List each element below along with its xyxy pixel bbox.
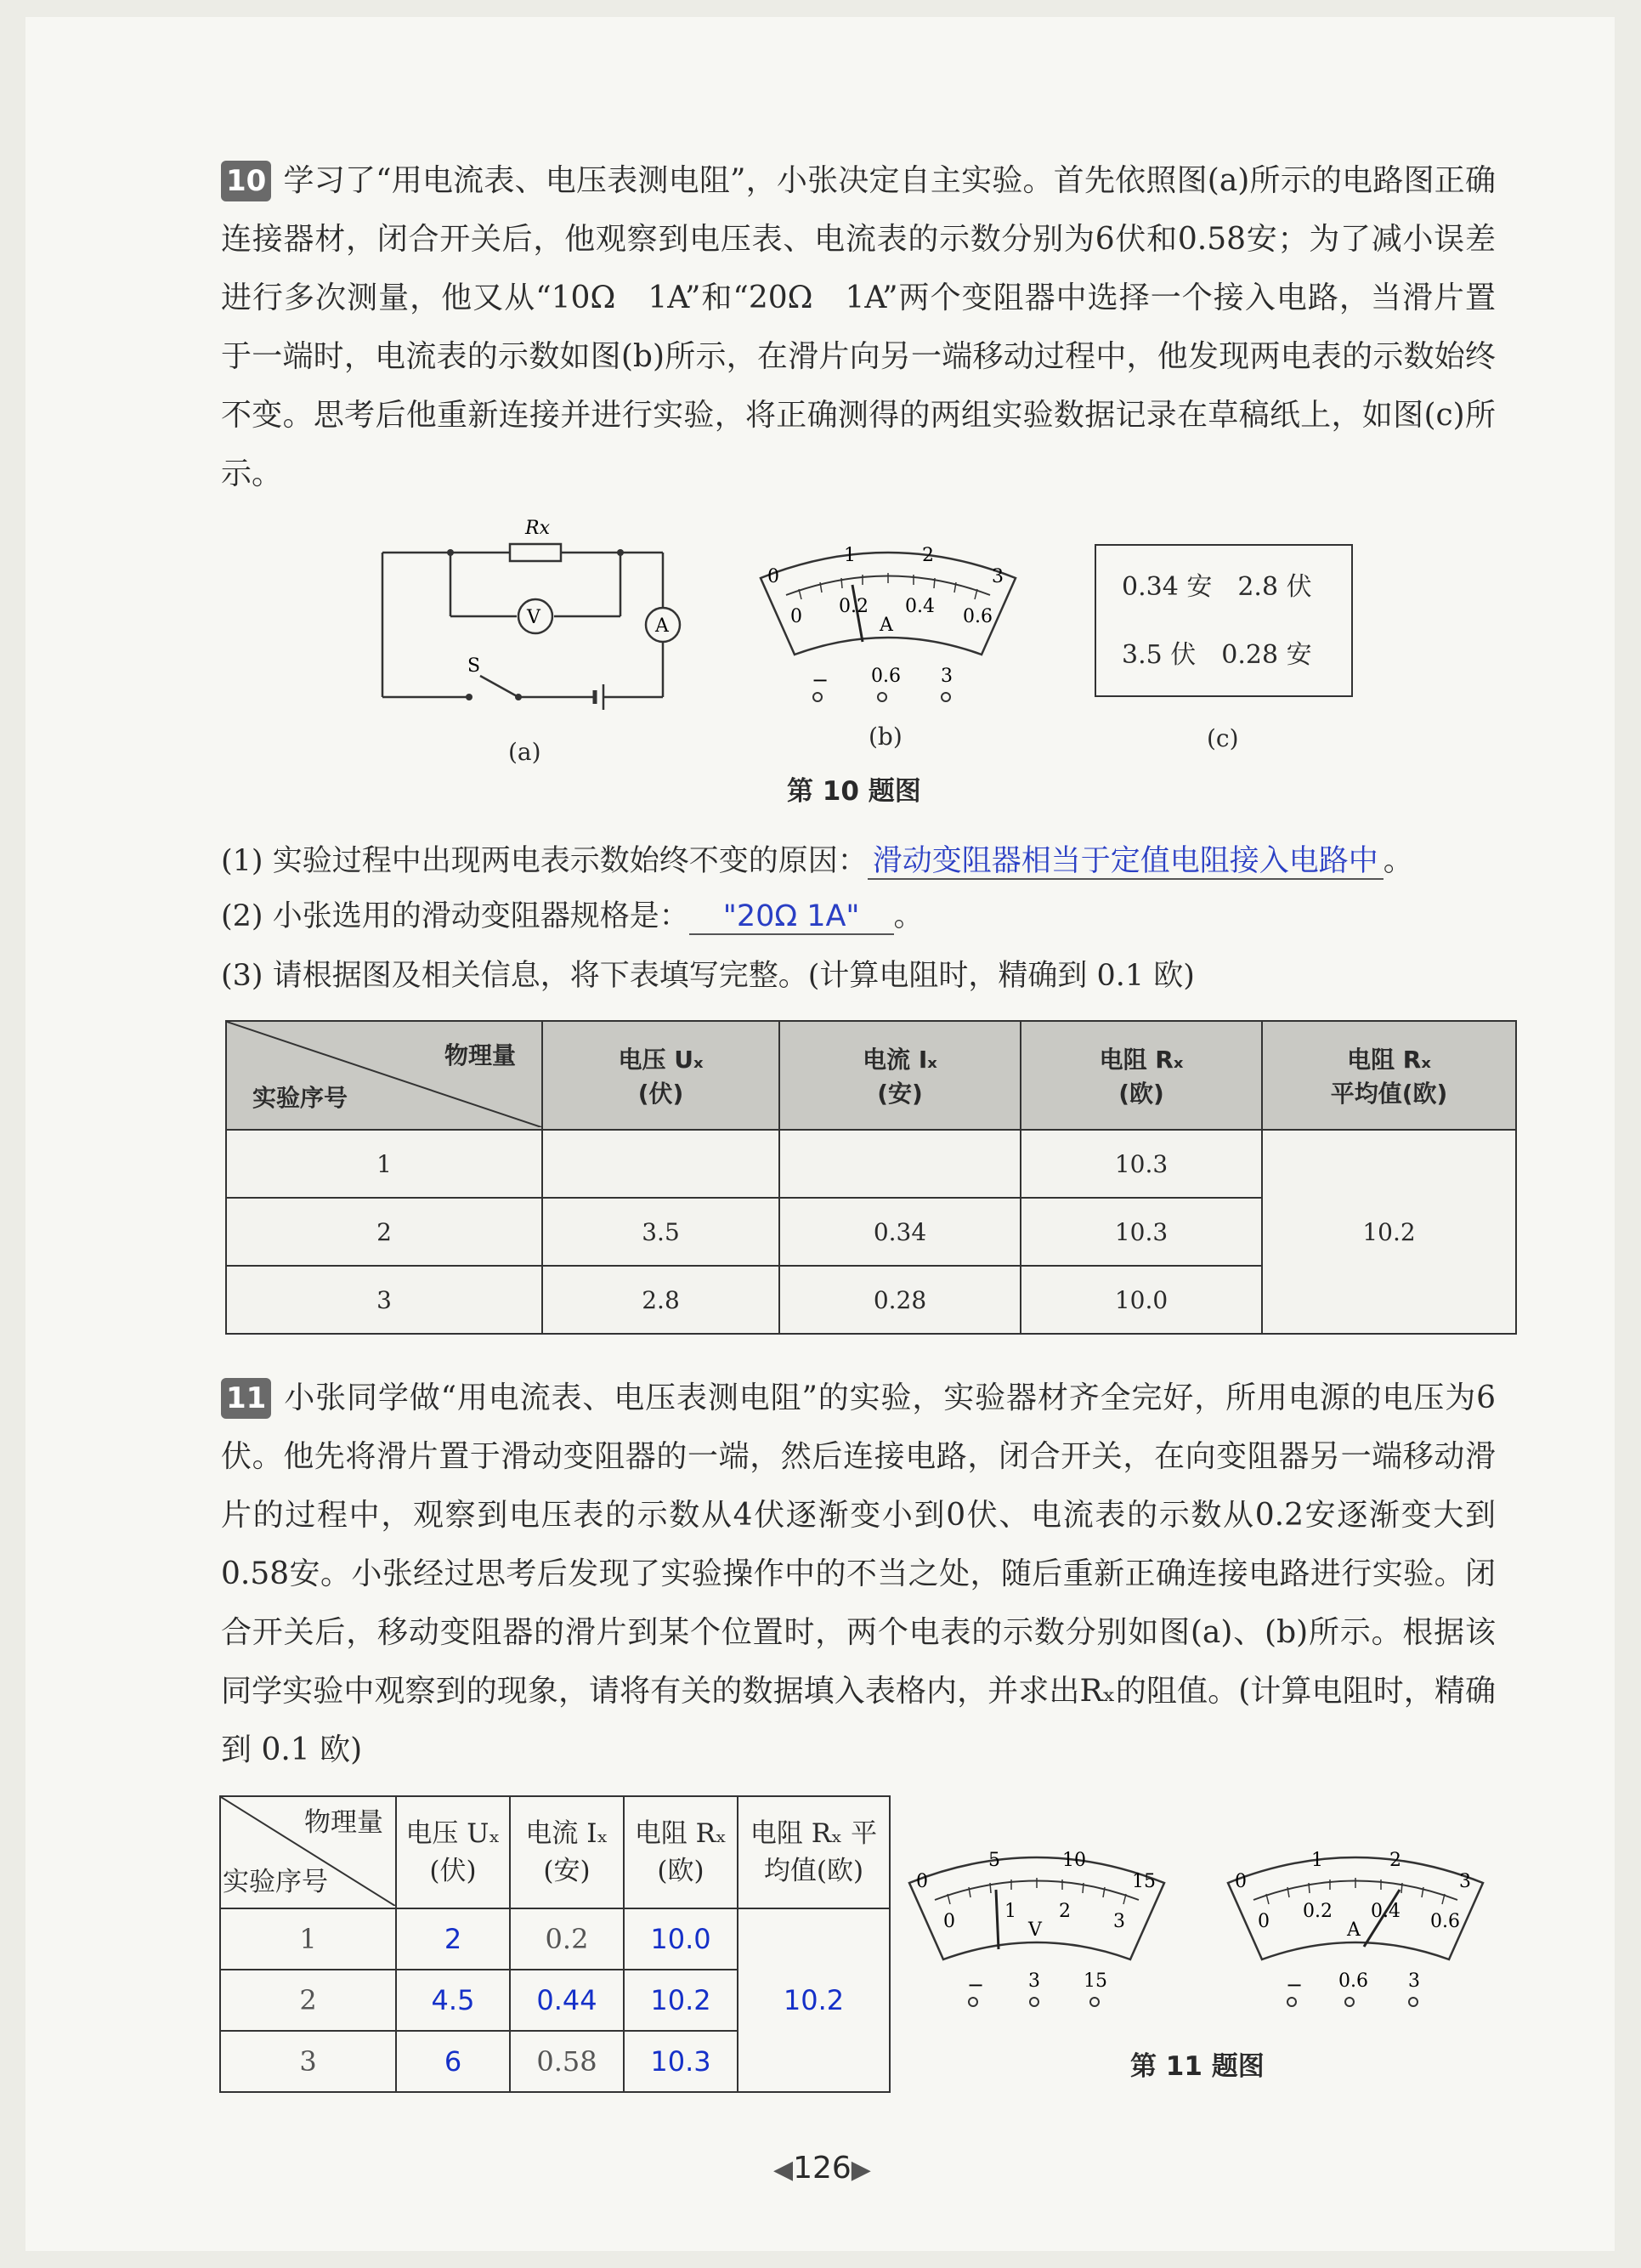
q11-table-corner	[220, 1796, 396, 1908]
q10-row1-n: 1	[226, 1130, 542, 1198]
q11-corner-bottom: 实验序号	[223, 1867, 328, 1897]
q11-row3-u: 6	[396, 2031, 510, 2092]
q10-row3-u: 2.8	[542, 1266, 779, 1334]
fig11v-bottom-0: 0	[943, 1911, 955, 1932]
fig11a-bottom-2: 0.4	[1371, 1901, 1401, 1922]
fig10a-switch-label: S	[467, 655, 481, 677]
fig10a-circuit	[374, 510, 697, 714]
q10-sub1-suffix: 。	[1383, 844, 1413, 878]
q11-row1-i: 0.2	[510, 1908, 624, 1970]
q11-avg: 10.2	[738, 1908, 890, 2092]
q11-body: 小张同学做“用电流表、电压表测电阻”的实验，实验器材齐全完好，所用电源的电压为6伏。他先将滑片置于滑动变阻器的一端，然后连接电路，闭合开关，在向变阻器另一端移动滑片的过程中，观察到电压表的示数从4伏逐渐变小到0伏、电流表的示数从0.2安逐渐变大到0.58安。小张经过思考后发现了实验操作中的不当之处，随后重新正确连接电路进行实验。闭合开关后，移动变阻器的滑片到某个位置时，两个电表的示数分别如图(a)、(b)所示。根据该同学实验中观察到的现象，请将有关的数据填入表格内，并求出Rₓ的阻值。(计算电阻时，精确到 0.1 欧)	[221, 1381, 1496, 1767]
q10-sub1	[221, 837, 1413, 880]
fig11-voltmeter	[901, 1840, 1173, 2010]
q10-number: 10	[221, 161, 271, 201]
q10-row2-i: 0.34	[779, 1198, 1021, 1266]
table-row	[226, 1130, 1516, 1198]
q11-row2-n: 2	[220, 1970, 396, 2031]
fig10a-caption: (a)	[508, 738, 541, 766]
q10-row3-r: 10.0	[1021, 1266, 1262, 1334]
q10-sub2-prefix: (2) 小张选用的滑动变阻器规格是：	[221, 899, 689, 933]
fig10c-row2: 3.5 伏 0.28 安	[1122, 640, 1312, 670]
fig10b-term-06: 0.6	[871, 666, 901, 687]
q10-row2-u: 3.5	[542, 1198, 779, 1266]
fig11a-term-3: 3	[1408, 1970, 1420, 1992]
q11-row3-i: 0.58	[510, 2031, 624, 2092]
q10-corner-bottom: 实验序号	[252, 1084, 348, 1112]
q11-row2-u: 4.5	[396, 1970, 510, 2031]
fig10b-term-3: 3	[941, 666, 953, 687]
q11-header-average: 电阻 Rₓ 平 均值(欧)	[738, 1796, 890, 1908]
q11-row3-r: 10.3	[624, 2031, 738, 2092]
fig11v-term-15: 15	[1084, 1970, 1107, 1992]
page-number-value: 126	[793, 2151, 852, 2186]
q11-corner-top: 物理量	[304, 1807, 383, 1838]
fig11a-top-0: 0	[1235, 1871, 1247, 1892]
fig11a-unit: A	[1347, 1919, 1361, 1941]
fig11v-top-1: 5	[988, 1850, 1000, 1871]
fig11v-term-neg: −	[967, 1973, 985, 1997]
fig11a-term-06: 0.6	[1338, 1970, 1368, 1992]
fig10b-caption: (b)	[869, 723, 903, 751]
fig11a-bottom-1: 0.2	[1303, 1901, 1333, 1922]
fig10-title: 第 10 题图	[787, 776, 921, 807]
q10-sub2-answer: "20Ω 1A"	[689, 899, 894, 935]
table-row	[220, 1908, 890, 1970]
q10-body: 学习了“用电流表、电压表测电阻”，小张决定自主实验。首先依照图(a)所示的电路图正确连接器材，闭合开关后，他观察到电压表、电流表的示数分别为6伏和0.58安；为了减小误差进行多次测量，他又从“10Ω 1A”和“20Ω 1A”两个变阻器中选择一个接入电路，当滑片置于一端时，电流表的示数如图(b)所示，在滑片向另一端移动过程中，他发现两电表的示数始终不变。思考后他重新连接并进行实验，将正确测得的两组实验数据记录在草稿纸上，如图(c)所示。	[221, 163, 1496, 491]
fig10c-note	[1095, 544, 1353, 697]
fig11v-bottom-3: 3	[1113, 1911, 1125, 1932]
q10-sub1-answer: 滑动变阻器相当于定值电阻接入电路中	[868, 844, 1384, 880]
q11-header-current: 电流 Iₓ (安)	[510, 1796, 624, 1908]
q11-table	[219, 1795, 891, 2093]
fig10c-caption: (c)	[1207, 724, 1239, 752]
fig11v-top-0: 0	[916, 1871, 928, 1892]
page-number	[773, 2151, 871, 2186]
fig11v-term-3: 3	[1028, 1970, 1040, 1992]
fig11a-top-3: 3	[1459, 1871, 1471, 1892]
q10-row3-n: 3	[226, 1266, 542, 1334]
fig10b-top-0: 0	[767, 566, 779, 587]
fig10b-top-3: 3	[992, 566, 1004, 587]
q10-row1-i	[779, 1130, 1021, 1198]
q10-sub2	[221, 893, 924, 935]
q10-corner-top: 物理量	[444, 1041, 516, 1069]
fig10b-bottom-3: 0.6	[963, 606, 993, 627]
fig10c-row1: 0.34 安 2.8 伏	[1122, 572, 1312, 602]
fig10b-bottom-2: 0.4	[905, 596, 935, 617]
q11-row1-n: 1	[220, 1908, 396, 1970]
q10-row2-n: 2	[226, 1198, 542, 1266]
triangle-right-icon: ▶	[851, 2155, 871, 2185]
q10-header-resistance: 电阻 Rₓ (欧)	[1021, 1021, 1262, 1130]
q10-row3-i: 0.28	[779, 1266, 1021, 1334]
fig10b-ammeter	[752, 536, 1024, 706]
fig10b-top-2: 2	[922, 545, 934, 566]
q10-table	[225, 1020, 1517, 1335]
q11-row1-u: 2	[396, 1908, 510, 1970]
fig11a-term-neg: −	[1286, 1973, 1304, 1997]
fig10b-top-1: 1	[844, 545, 856, 566]
triangle-left-icon: ◀	[773, 2155, 794, 2185]
q10-header-average: 电阻 Rₓ 平均值(欧)	[1262, 1021, 1516, 1130]
q10-header-current: 电流 Iₓ (安)	[779, 1021, 1021, 1130]
fig11a-bottom-3: 0.6	[1430, 1911, 1460, 1932]
q10-sub3: (3) 请根据图及相关信息，将下表填写完整。(计算电阻时，精确到 0.1 欧)	[221, 959, 1195, 993]
q10-avg: 10.2	[1262, 1130, 1516, 1334]
fig11a-bottom-0: 0	[1258, 1911, 1270, 1932]
q10-row1-r: 10.3	[1021, 1130, 1262, 1198]
fig10b-bottom-1: 0.2	[839, 596, 869, 617]
fig11v-bottom-2: 2	[1059, 1901, 1071, 1922]
fig11-ammeter	[1219, 1840, 1491, 2010]
q10-text	[221, 151, 1496, 503]
fig10b-bottom-0: 0	[790, 606, 802, 627]
fig11v-bottom-1: 1	[1004, 1901, 1016, 1922]
q10-header-voltage: 电压 Uₓ (伏)	[542, 1021, 779, 1130]
fig10a-rx-label: Rx	[525, 518, 550, 539]
fig11a-top-1: 1	[1311, 1850, 1323, 1871]
fig10a-voltmeter-label: V	[527, 607, 540, 628]
q10-row1-u	[542, 1130, 779, 1198]
fig10a-ammeter-label: A	[655, 615, 669, 637]
q10-sub1-prefix: (1) 实验过程中出现两电表示数始终不变的原因：	[221, 844, 868, 878]
fig10b-term-neg: −	[812, 668, 829, 692]
fig11v-top-3: 15	[1132, 1871, 1156, 1892]
q11-row2-i: 0.44	[510, 1970, 624, 2031]
q11-number: 11	[221, 1378, 271, 1419]
fig11v-top-2: 10	[1062, 1850, 1086, 1871]
q11-row3-n: 3	[220, 2031, 396, 2092]
q11-header-voltage: 电压 Uₓ (伏)	[396, 1796, 510, 1908]
fig10b-unit: A	[880, 615, 893, 636]
q10-row2-r: 10.3	[1021, 1198, 1262, 1266]
fig11v-unit: V	[1028, 1919, 1042, 1941]
q11-row1-r: 10.0	[624, 1908, 738, 1970]
fig11-title: 第 11 题图	[1130, 2051, 1265, 2082]
fig11a-top-2: 2	[1389, 1850, 1401, 1871]
q10-table-corner	[226, 1021, 542, 1130]
q11-header-resistance: 电阻 Rₓ (欧)	[624, 1796, 738, 1908]
q11-text	[221, 1369, 1496, 1779]
q10-sub2-suffix: 。	[893, 899, 924, 933]
q11-row2-r: 10.2	[624, 1970, 738, 2031]
